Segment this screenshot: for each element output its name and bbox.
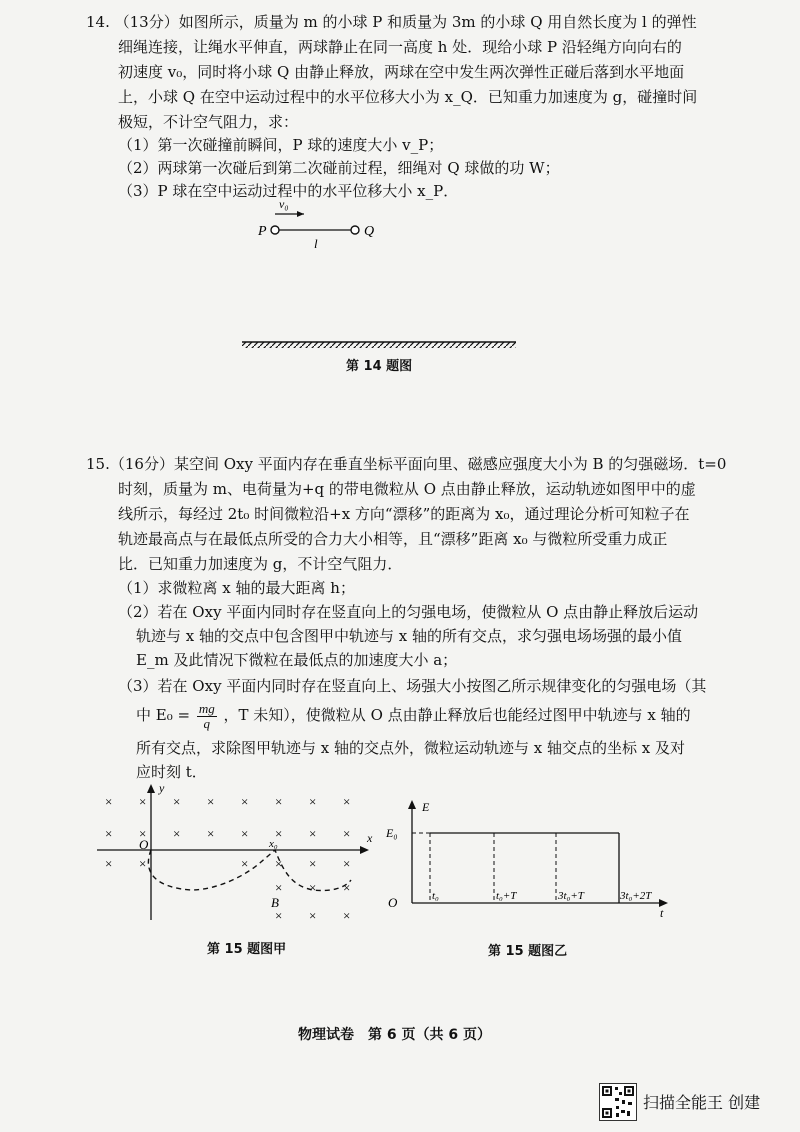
q15-sub-3-line-2 xyxy=(136,700,691,731)
field-cross-mark: × xyxy=(309,908,317,923)
x-axis-label: x xyxy=(367,831,373,845)
field-cross-mark: × xyxy=(241,794,249,809)
field-cross-mark: × xyxy=(207,826,215,841)
q14-number: 14. xyxy=(86,13,110,31)
q14-line-1 xyxy=(86,12,697,32)
q15-caption-b: 第 15 题图乙 xyxy=(488,944,568,959)
q14-figure xyxy=(230,190,530,360)
q15-line-4: 轨迹最高点与在最低点所受的合力大小相等，且“漂移”距离 x₀ 与微粒所受重力成正 xyxy=(118,530,668,548)
q14-line-4: 上，小球 Q 在空中运动过程中的水平位移大小为 x_Q．已知重力加速度为 g，碰撞时间 xyxy=(118,88,698,106)
label-P: P xyxy=(258,224,267,239)
mg-over-q-fraction xyxy=(197,702,217,731)
field-cross-mark: × xyxy=(139,794,147,809)
field-cross-mark: × xyxy=(343,856,351,871)
field-cross-mark: × xyxy=(275,880,283,895)
field-cross-mark: × xyxy=(343,908,351,923)
q15-sub-3-line-4: 应时刻 t． xyxy=(136,763,207,781)
q15-sub-3-tail: ，T 未知），使微粒从 O 点由静止释放后也能经过图甲中轨迹与 x 轴的 xyxy=(223,706,691,724)
q15-line-5: 比．已知重力加速度为 g，不计空气阻力． xyxy=(118,555,403,573)
field-cross-mark: × xyxy=(241,856,249,871)
q15-line-3: 线所示，每经过 2t₀ 时间微粒沿+x 方向“漂移”的距离为 x₀，通过理论分析可知粒子在 xyxy=(118,505,690,523)
q14-sub-2: （2）两球第一次碰后到第二次碰前过程，细绳对 Q 球做的功 W； xyxy=(118,159,560,177)
fraction-denominator: q xyxy=(203,715,211,731)
q15-caption-a: 第 15 题图甲 xyxy=(207,942,287,957)
field-cross-mark: × xyxy=(275,826,283,841)
x0-label: x₀ xyxy=(269,838,278,850)
scanner-watermark: 扫描全能王 创建 xyxy=(643,1093,761,1112)
origin-label: O xyxy=(139,837,149,852)
field-cross-mark: × xyxy=(173,794,181,809)
v0-label: v₀ xyxy=(279,197,289,211)
x-axis-arrow xyxy=(360,846,369,854)
field-B-label: B xyxy=(271,895,279,910)
field-cross-mark: × xyxy=(343,826,351,841)
ball-Q xyxy=(351,226,359,234)
q14-line-2: 细绳连接，让绳水平伸直，两球静止在同一高度 h 处．现给小球 P 沿轻绳方向向右的 xyxy=(118,38,682,56)
fraction-numerator: mg xyxy=(198,700,215,716)
field-cross-mark: × xyxy=(207,794,215,809)
q15-sub-3-line-3: 所有交点，求除图甲轨迹与 x 轴的交点外，微粒运动轨迹与 x 轴交点的坐标 x 及对 xyxy=(136,739,685,757)
trajectory-dashed xyxy=(148,850,351,891)
tick-label-3t0-plus-T: 3t₀+T xyxy=(558,890,584,902)
q14-line-5: 极短，不计空气阻力，求： xyxy=(118,113,299,131)
tick-label-t0-plus-T: t₀+T xyxy=(496,890,517,902)
field-cross-mark: × xyxy=(275,856,283,871)
q15-sub-2-line-1: （2）若在 Oxy 平面内同时存在竖直向上的匀强电场，使微粒从 O 点由静止释放后运动 xyxy=(118,603,699,621)
v0-arrowhead xyxy=(297,211,304,217)
qr-code-icon xyxy=(599,1083,637,1121)
E0-label: E₀ xyxy=(386,826,398,840)
q15-line-1 xyxy=(86,454,726,474)
q14-sub-3: （3）P 球在空中运动过程中的水平位移大小 x_P． xyxy=(118,182,459,200)
q15-figure-b xyxy=(380,795,680,925)
E-axis-label: E xyxy=(422,800,430,814)
field-cross-mark: × xyxy=(139,856,147,871)
q15-sub-2-line-2: 轨迹与 x 轴的交点中包含图甲中轨迹与 x 轴的所有交点，求匀强电场场强的最小值 xyxy=(136,627,682,645)
E-axis-arrow xyxy=(408,800,416,809)
field-cross-mark: × xyxy=(139,826,147,841)
field-cross-mark: × xyxy=(309,826,317,841)
q14-line-3: 初速度 v₀，同时将小球 Q 由静止释放，两球在空中发生两次弹性正碰后落到水平地面 xyxy=(118,63,685,81)
magnetic-field-crosses xyxy=(105,794,350,923)
q15-sub-1: （1）求微粒离 x 轴的最大距离 h； xyxy=(118,579,355,597)
field-cross-mark: × xyxy=(173,826,181,841)
field-cross-mark: × xyxy=(309,880,317,895)
q15-figure-a xyxy=(95,780,375,930)
field-cross-mark: × xyxy=(241,826,249,841)
label-Q: Q xyxy=(364,224,375,239)
q15-sub-2-line-3: E_m 及此情况下微粒在最低点的加速度大小 a； xyxy=(136,651,458,669)
q15-line-2: 时刻，质量为 m、电荷量为+q 的带电微粒从 O 点由静止释放，运动轨迹如图甲中的虚 xyxy=(118,480,696,498)
q15-sub-3-line-1: （3）若在 Oxy 平面内同时存在竖直向上、场强大小按图乙所示规律变化的匀强电场（其 xyxy=(118,677,707,695)
field-cross-mark: × xyxy=(309,794,317,809)
field-cross-mark: × xyxy=(105,794,113,809)
field-cross-mark: × xyxy=(275,908,283,923)
q15-e0-def: 中 E₀ = xyxy=(136,706,191,724)
t-axis-label: t xyxy=(660,906,664,920)
page-footer: 物理试卷 第 6 页（共 6 页） xyxy=(298,1027,491,1043)
q14-score: （13分） xyxy=(114,13,179,31)
origin-label-b: O xyxy=(388,895,398,910)
y-axis-arrow xyxy=(147,784,155,793)
field-cross-mark: × xyxy=(343,794,351,809)
qr-code-pattern xyxy=(600,1084,636,1120)
field-cross-mark: × xyxy=(309,856,317,871)
q15-score: （16分） xyxy=(109,455,174,473)
ground-hatch xyxy=(242,342,516,348)
q14-sub-1: （1）第一次碰撞前瞬间，P 球的速度大小 v_P； xyxy=(118,136,444,154)
field-cross-mark: × xyxy=(343,880,351,895)
q14-text-1: 如图所示，质量为 m 的小球 P 和质量为 3m 的小球 Q 用自然长度为 l 的弹性 xyxy=(178,13,697,31)
y-axis-label: y xyxy=(159,781,165,795)
field-cross-mark: × xyxy=(275,794,283,809)
tick-label-3t0-plus-2T: 3t₀+2T xyxy=(620,890,652,902)
label-l: l xyxy=(314,236,318,251)
q15-text-1: 某空间 Oxy 平面内存在垂直坐标平面向里、磁感应强度大小为 B 的匀强磁场．t=0 xyxy=(173,455,727,473)
q14-caption: 第 14 题图 xyxy=(346,359,413,374)
q15-number: 15. xyxy=(86,455,110,473)
field-cross-mark: × xyxy=(105,856,113,871)
ball-P xyxy=(271,226,279,234)
field-cross-mark: × xyxy=(105,826,113,841)
tick-label-t0: t₀ xyxy=(432,890,439,902)
